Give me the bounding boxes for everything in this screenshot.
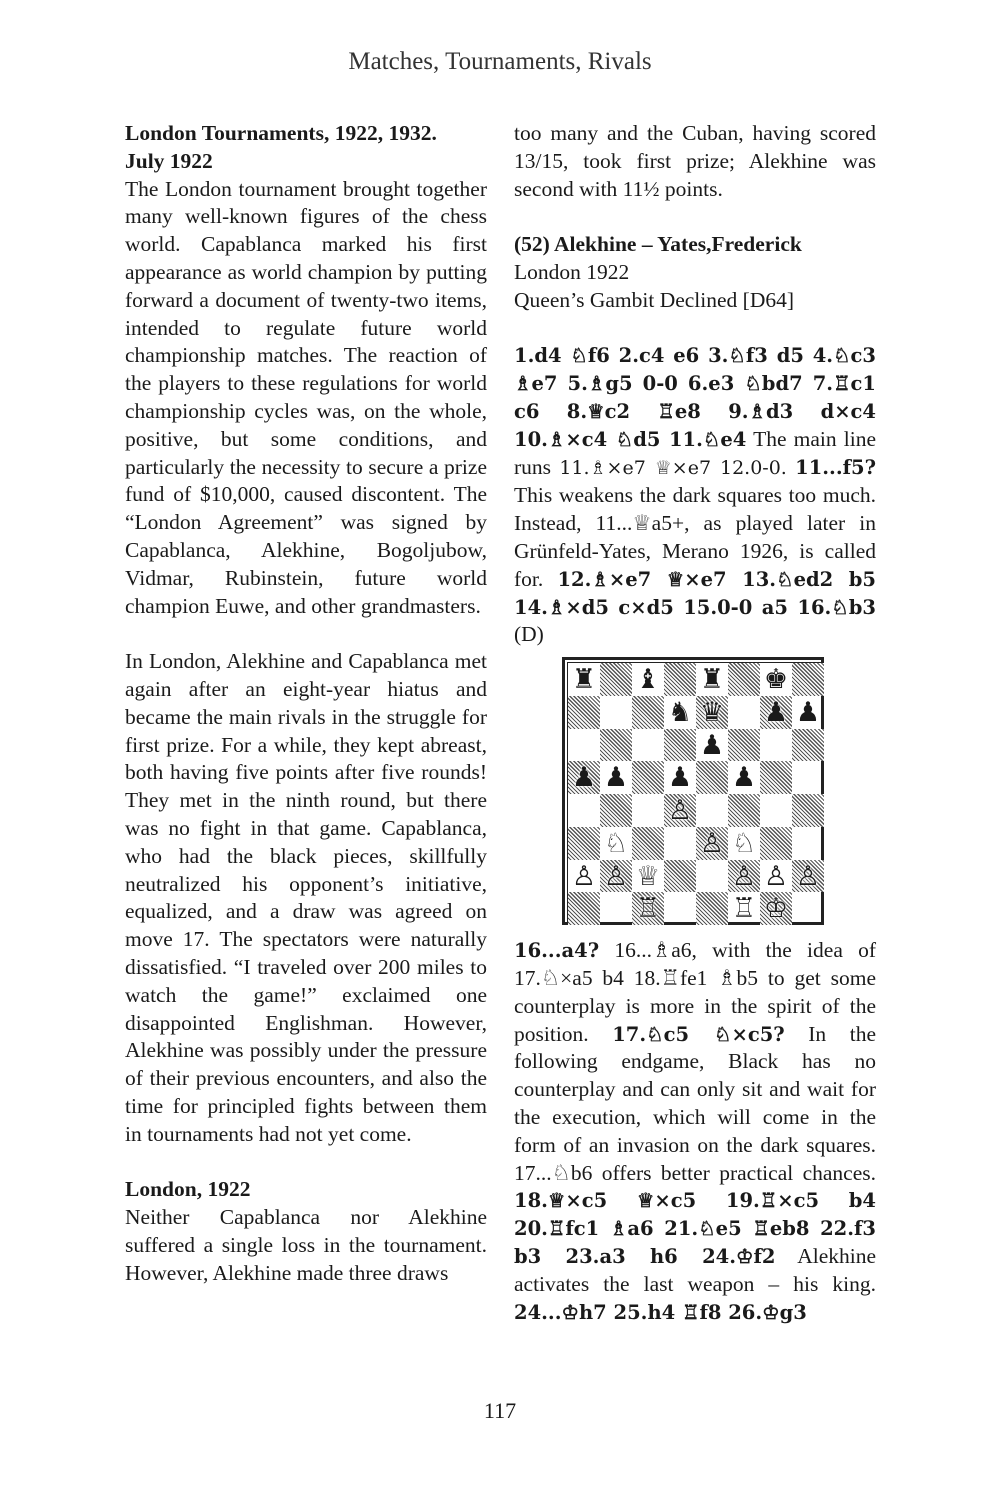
comment: This weakens the dark squares too much. Instead, 11...♕a5+, as played later in Grünfeld-Yates, Merano 1926, is called for. bbox=[514, 483, 876, 591]
square-g2 bbox=[760, 860, 792, 893]
moves-bold: 12.♗×e7 ♕×e7 13.♘ed2 b5 14.♗×d5 c×d5 15.0-0 a5 16.♘b3 bbox=[514, 567, 876, 619]
moves-bold: 16...a4? bbox=[514, 939, 600, 963]
moves-variation: 11.♗×e7 ♕×e7 12.0-0. bbox=[559, 456, 787, 479]
square-a8 bbox=[568, 663, 600, 696]
square-g5 bbox=[760, 761, 792, 794]
paragraph-rivals: In London, Alekhine and Capablanca met again after an eight-year hiatus and became the main rivals in the struggle for first prize. For a while, they kept abreast, both having five points after five rounds! They met in the ninth round, but there was no fight in that game. Capablanca, who had the black pieces, skillfully neutralized his opponent’s initiative, equalized, and a draw was agreed on move 17. The spectators were naturally dissatisfied. “I traveled over 200 miles to watch the game!” exclaimed one disappointed Englishman. However, Alekhine was possibly under the pressure of their previous encounters, and also the time for principled fights between them in tournaments had not yet come. bbox=[125, 649, 487, 1146]
moves-bold: 1.d4 ♘f6 2.c4 e6 3.♘f3 d5 4.♘c3 ♗e7 5.♗g5 0-0 6.e3 ♘bd7 7.♖c1 c6 8.♕c2 ♖e8 9.♗d3 d×c4 10.♗×c4 ♘d5 11.♘e4 bbox=[514, 344, 876, 451]
square-f4 bbox=[728, 794, 760, 827]
square-b3 bbox=[600, 827, 632, 860]
square-a6 bbox=[568, 729, 600, 762]
comment: In the following endgame, Black has no counterplay and can only sit and wait for the execution, which will come in the form of an invasion on the dark squares. 17...♘b6 offers better practical chances. bbox=[514, 1021, 876, 1185]
piece-icon: ♝ bbox=[635, 664, 661, 696]
square-b5 bbox=[600, 761, 632, 794]
game-moves-part-2 bbox=[514, 937, 876, 1326]
piece-icon: ♖ bbox=[635, 893, 661, 925]
square-h7 bbox=[792, 696, 824, 729]
square-h2 bbox=[792, 860, 824, 893]
square-c7 bbox=[632, 696, 664, 729]
piece-icon: ♟ bbox=[667, 762, 693, 794]
piece-icon: ♜ bbox=[699, 664, 725, 696]
square-g7 bbox=[760, 696, 792, 729]
comment: The main line runs bbox=[514, 426, 876, 479]
square-a7 bbox=[568, 696, 600, 729]
piece-icon: ♘ bbox=[603, 827, 629, 859]
square-f7 bbox=[728, 696, 760, 729]
square-b8 bbox=[600, 663, 632, 696]
piece-icon: ♟ bbox=[699, 729, 725, 761]
square-d6 bbox=[664, 729, 696, 762]
piece-icon: ♛ bbox=[699, 696, 725, 728]
square-b7 bbox=[600, 696, 632, 729]
square-h8 bbox=[792, 663, 824, 696]
square-g3 bbox=[760, 827, 792, 860]
piece-icon: ♙ bbox=[699, 827, 725, 859]
square-e1 bbox=[696, 892, 728, 925]
square-d4 bbox=[664, 794, 696, 827]
square-e4 bbox=[696, 794, 728, 827]
chess-board bbox=[567, 662, 823, 924]
square-e5 bbox=[696, 761, 728, 794]
square-d3 bbox=[664, 827, 696, 860]
piece-icon: ♙ bbox=[571, 860, 597, 892]
square-c2 bbox=[632, 860, 664, 893]
square-g1 bbox=[760, 892, 792, 925]
square-h6 bbox=[792, 729, 824, 762]
square-f6 bbox=[728, 729, 760, 762]
page-number: 117 bbox=[483, 1398, 517, 1423]
square-f5 bbox=[728, 761, 760, 794]
square-e7 bbox=[696, 696, 728, 729]
piece-icon: ♞ bbox=[667, 696, 693, 728]
left-column bbox=[125, 120, 487, 1287]
square-c8 bbox=[632, 663, 664, 696]
square-b2 bbox=[600, 860, 632, 893]
square-a3 bbox=[568, 827, 600, 860]
diagram-marker: (D) bbox=[514, 622, 544, 647]
square-a5 bbox=[568, 761, 600, 794]
square-g8 bbox=[760, 663, 792, 696]
square-e3 bbox=[696, 827, 728, 860]
piece-icon: ♟ bbox=[763, 696, 789, 728]
square-d7 bbox=[664, 696, 696, 729]
paragraph-continued: too many and the Cuban, having scored 13/15, took first prize; Alekhine was second with 11½ points. bbox=[514, 121, 876, 201]
section-heading-london-1922: London, 1922 bbox=[125, 1177, 251, 1202]
heading-line-1: London Tournaments, 1922, 1932. bbox=[125, 121, 437, 145]
square-h3 bbox=[792, 827, 824, 860]
moves-bold: 24...♔h7 25.h4 ♖f8 26.♔g3 bbox=[514, 1300, 807, 1324]
square-c1 bbox=[632, 892, 664, 925]
square-c5 bbox=[632, 761, 664, 794]
game-title: (52) Alekhine – Yates,Frederick bbox=[514, 232, 802, 257]
square-c4 bbox=[632, 794, 664, 827]
square-e2 bbox=[696, 860, 728, 893]
square-b4 bbox=[600, 794, 632, 827]
square-h4 bbox=[792, 794, 824, 827]
piece-icon: ♟ bbox=[603, 762, 629, 794]
game-moves-part-1 bbox=[514, 342, 876, 649]
piece-icon: ♟ bbox=[795, 696, 821, 728]
square-b6 bbox=[600, 729, 632, 762]
square-a4 bbox=[568, 794, 600, 827]
comment: Alekhine activates the last weapon – his king. bbox=[514, 1243, 876, 1296]
heading-line-2: July 1922 bbox=[125, 148, 213, 173]
square-a2 bbox=[568, 860, 600, 893]
piece-icon: ♟ bbox=[571, 762, 597, 794]
piece-icon: ♙ bbox=[795, 860, 821, 892]
square-a1 bbox=[568, 892, 600, 925]
square-f8 bbox=[728, 663, 760, 696]
moves-bold: 11...f5? bbox=[795, 455, 877, 479]
piece-icon: ♕ bbox=[635, 860, 661, 892]
square-e6 bbox=[696, 729, 728, 762]
square-d5 bbox=[664, 761, 696, 794]
right-column bbox=[514, 120, 876, 1326]
piece-icon: ♙ bbox=[603, 860, 629, 892]
square-c3 bbox=[632, 827, 664, 860]
section-heading-london-tournaments bbox=[125, 120, 487, 176]
square-g4 bbox=[760, 794, 792, 827]
piece-icon: ♙ bbox=[667, 795, 693, 827]
piece-icon: ♘ bbox=[731, 827, 757, 859]
piece-icon: ♙ bbox=[731, 860, 757, 892]
square-f3 bbox=[728, 827, 760, 860]
square-h1 bbox=[792, 892, 824, 925]
square-d8 bbox=[664, 663, 696, 696]
game-opening: Queen’s Gambit Declined [D64] bbox=[514, 287, 795, 312]
running-head: Matches, Tournaments, Rivals bbox=[348, 48, 652, 75]
square-g6 bbox=[760, 729, 792, 762]
square-f1 bbox=[728, 892, 760, 925]
square-h5 bbox=[792, 761, 824, 794]
square-d1 bbox=[664, 892, 696, 925]
piece-icon: ♖ bbox=[731, 893, 757, 925]
chess-diagram bbox=[562, 657, 824, 925]
paragraph-london-agreement: The London tournament brought together many well-known figures of the chess world. Capablanca marked his first appearance as world champion by putting forward a document of twenty-two items, intended to regulate future world championship matches. The reaction of the players to these regulations for world championship cycles was, on the whole, positive, but some conditions, and particularly the necessity to secure a prize fund of $10,000, caused discontent. The “London Agreement” was signed by Capablanca, Alekhine, Bogoljubow, Vidmar, Rubinstein, future world champion Euwe, and other grandmasters. bbox=[125, 176, 487, 618]
moves-bold: 17.♘c5 ♘×c5? bbox=[612, 1022, 785, 1046]
piece-icon: ♙ bbox=[763, 860, 789, 892]
square-f2 bbox=[728, 860, 760, 893]
square-b1 bbox=[600, 892, 632, 925]
game-place: London 1922 bbox=[514, 259, 630, 284]
piece-icon: ♚ bbox=[763, 664, 789, 696]
piece-icon: ♟ bbox=[731, 762, 757, 794]
square-d2 bbox=[664, 860, 696, 893]
piece-icon: ♔ bbox=[763, 893, 789, 925]
piece-icon: ♜ bbox=[571, 664, 597, 696]
square-c6 bbox=[632, 729, 664, 762]
square-e8 bbox=[696, 663, 728, 696]
moves-bold: 18.♕×c5 ♕×c5 19.♖×c5 b4 20.♖fc1 ♗a6 21.♘e5 ♖eb8 22.f3 b3 23.a3 h6 24.♔f2 bbox=[514, 1189, 876, 1268]
comment: 16...♗a6, with the idea of 17.♘×a5 b4 18.♖fe1 ♗b5 to get some counterplay is more in the spirit of the position. bbox=[514, 938, 876, 1046]
paragraph-no-loss: Neither Capablanca nor Alekhine suffered a single loss in the tournament. However, Alekhine made three draws bbox=[125, 1205, 487, 1285]
